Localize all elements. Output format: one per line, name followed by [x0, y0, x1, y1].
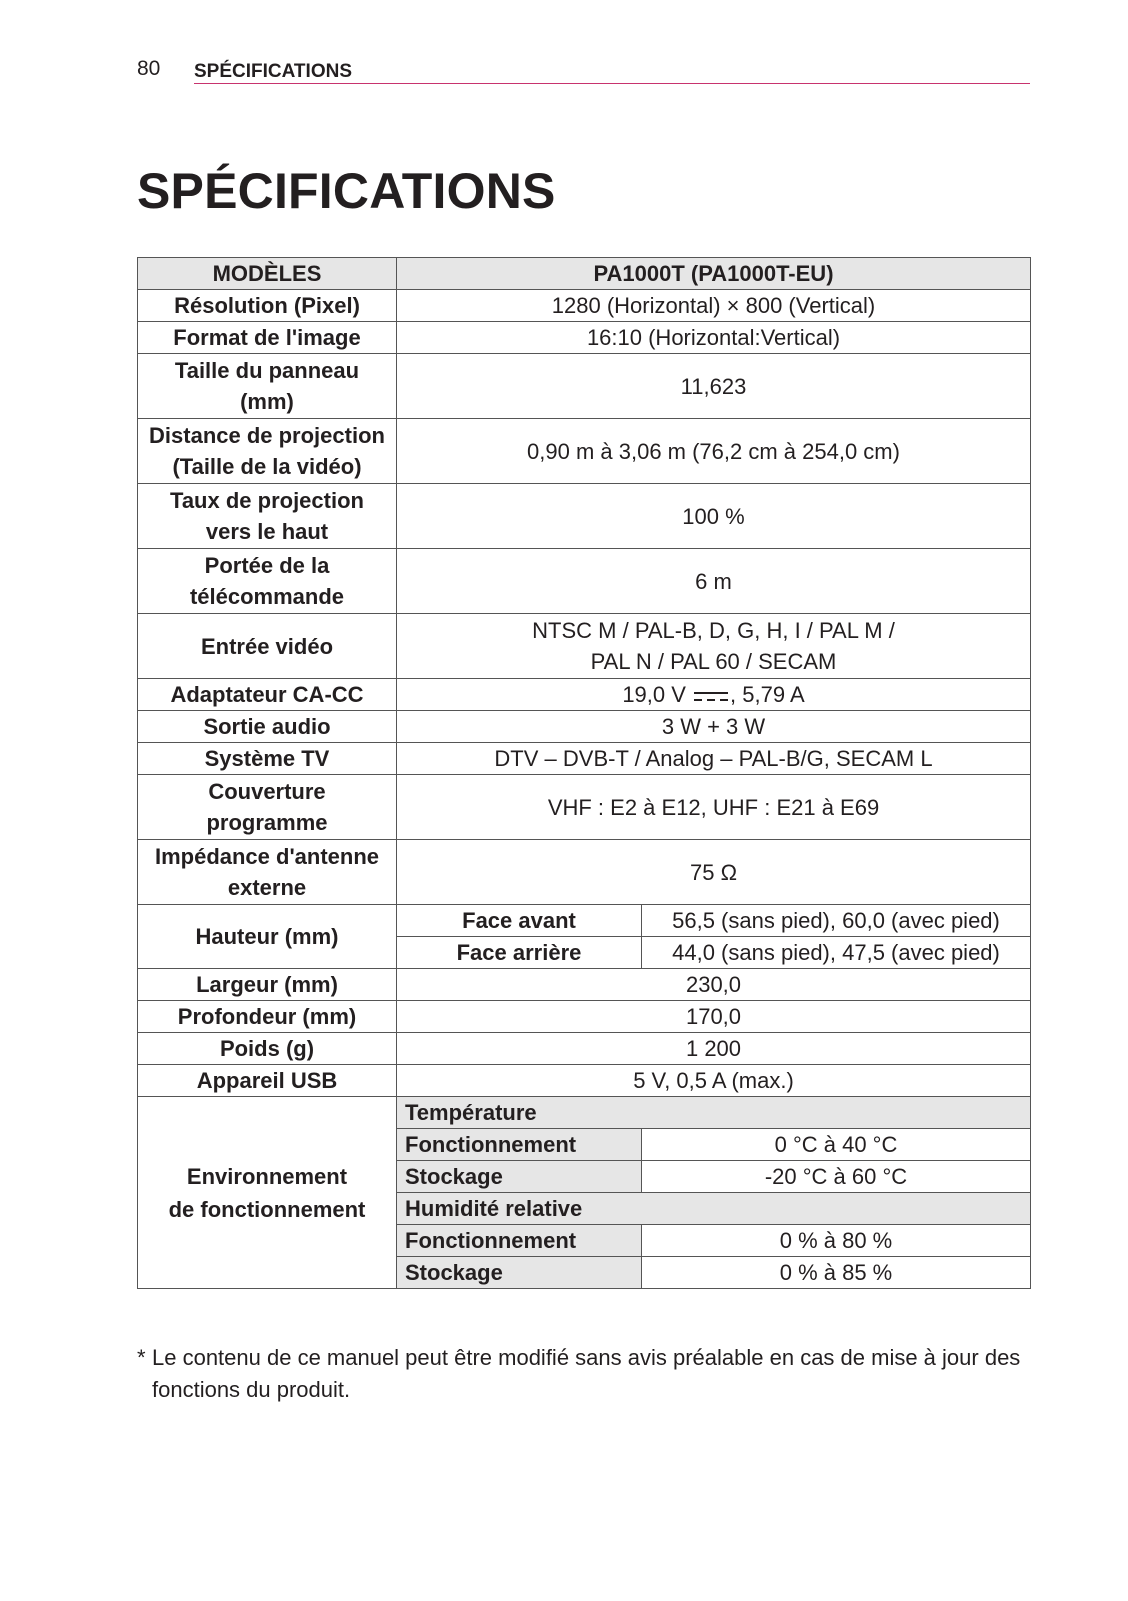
row-value-audio: 3 W + 3 W	[397, 711, 1031, 743]
table-row	[138, 1065, 1031, 1097]
row-value-distance: 0,90 m à 3,06 m (76,2 cm à 254,0 cm)	[397, 419, 1031, 484]
row-label-environment	[138, 1097, 397, 1289]
row-label-coverage	[138, 775, 397, 840]
row-label-distance-line-2: (Taille de la vidéo)	[172, 454, 362, 479]
row-label-antenna	[138, 840, 397, 905]
row-value-panel: 11,623	[397, 354, 1031, 419]
height-rear-label: Face arrière	[397, 937, 642, 969]
header-rule	[194, 83, 1030, 84]
table-row	[138, 711, 1031, 743]
table-row	[138, 419, 1031, 484]
row-label-environment-line-2: de fonctionnement	[168, 1196, 366, 1222]
humidity-header: Humidité relative	[397, 1193, 1031, 1225]
row-value-coverage: VHF : E2 à E12, UHF : E21 à E69	[397, 775, 1031, 840]
table-row	[138, 743, 1031, 775]
footnote-marker: *	[137, 1345, 146, 1370]
table-row	[138, 969, 1031, 1001]
row-value-tv: DTV – DVB-T / Analog – PAL-B/G, SECAM L	[397, 743, 1031, 775]
row-label-antenna-line-2: externe	[227, 875, 307, 900]
row-label-video: Entrée vidéo	[138, 614, 397, 679]
row-label-distance	[138, 419, 397, 484]
temp-storage-label: Stockage	[397, 1161, 642, 1193]
row-label-audio: Sortie audio	[138, 711, 397, 743]
hum-operating-value: 0 % à 80 %	[642, 1225, 1031, 1257]
height-front-value: 56,5 (sans pied), 60,0 (avec pied)	[642, 905, 1031, 937]
model-name: PA1000T (PA1000T-EU)	[397, 258, 1031, 290]
row-label-tv: Système TV	[138, 743, 397, 775]
row-label-coverage-line-2: programme	[206, 810, 328, 835]
table-row	[138, 322, 1031, 354]
row-value-video	[397, 614, 1031, 679]
hum-storage-value: 0 % à 85 %	[642, 1257, 1031, 1289]
row-label-width: Largeur (mm)	[138, 969, 397, 1001]
row-value-upward: 100 %	[397, 484, 1031, 549]
row-label-depth: Profondeur (mm)	[138, 1001, 397, 1033]
page-header	[137, 57, 1030, 85]
row-value-video-line-2: PAL N / PAL 60 / SECAM	[590, 649, 837, 674]
table-row	[138, 1097, 1031, 1129]
temperature-header: Température	[397, 1097, 1031, 1129]
row-value-depth: 170,0	[397, 1001, 1031, 1033]
row-label-upward-line-2: vers le haut	[205, 519, 329, 544]
height-rear-value: 44,0 (sans pied), 47,5 (avec pied)	[642, 937, 1031, 969]
table-row	[138, 1033, 1031, 1065]
specifications-table	[137, 257, 1031, 1289]
row-label-adapter: Adaptateur CA-CC	[138, 679, 397, 711]
table-header-row	[138, 258, 1031, 290]
table-row	[138, 354, 1031, 419]
table-row	[138, 840, 1031, 905]
adapter-current: , 5,79 A	[730, 682, 805, 707]
temp-operating-label: Fonctionnement	[397, 1129, 642, 1161]
page-number: 80	[137, 57, 161, 80]
row-label-coverage-line-1: Couverture	[208, 779, 326, 804]
row-label-panel	[138, 354, 397, 419]
height-front-label: Face avant	[397, 905, 642, 937]
table-row	[138, 679, 1031, 711]
row-label-remote-line-1: Portée de la	[204, 553, 330, 578]
dc-current-icon	[693, 689, 729, 703]
hum-storage-label: Stockage	[397, 1257, 642, 1289]
row-label-usb: Appareil USB	[138, 1065, 397, 1097]
adapter-voltage: 19,0 V	[622, 682, 686, 707]
row-label-distance-line-1: Distance de projection	[149, 423, 385, 448]
table-row	[138, 290, 1031, 322]
row-value-aspect: 16:10 (Horizontal:Vertical)	[397, 322, 1031, 354]
models-label: MODÈLES	[138, 258, 397, 290]
row-label-environment-line-1: Environnement	[186, 1163, 348, 1189]
row-value-usb: 5 V, 0,5 A (max.)	[397, 1065, 1031, 1097]
row-value-antenna: 75 Ω	[397, 840, 1031, 905]
row-label-resolution: Résolution (Pixel)	[138, 290, 397, 322]
row-label-panel-line-2: (mm)	[240, 389, 294, 414]
row-value-video-line-1: NTSC M / PAL-B, D, G, H, I / PAL M /	[532, 618, 895, 643]
table-row	[138, 775, 1031, 840]
page-title: SPÉCIFICATIONS	[137, 163, 556, 219]
row-value-weight: 1 200	[397, 1033, 1031, 1065]
footnote-text: Le contenu de ce manuel peut être modifié sans avis préalable en cas de mise à jour des fonctions du produit.	[152, 1345, 1021, 1402]
row-value-adapter	[397, 679, 1031, 711]
row-label-upward	[138, 484, 397, 549]
table-row	[138, 614, 1031, 679]
row-label-upward-line-1: Taux de projection	[170, 488, 364, 513]
temp-storage-value: -20 °C à 60 °C	[642, 1161, 1031, 1193]
hum-operating-label: Fonctionnement	[397, 1225, 642, 1257]
table-row	[138, 484, 1031, 549]
row-label-height: Hauteur (mm)	[138, 905, 397, 969]
table-row	[138, 1001, 1031, 1033]
row-label-remote-line-2: télécommande	[189, 584, 345, 609]
row-label-remote	[138, 549, 397, 614]
footnote	[137, 1342, 1030, 1406]
temp-operating-value: 0 °C à 40 °C	[642, 1129, 1031, 1161]
table-row	[138, 549, 1031, 614]
row-label-aspect: Format de l'image	[138, 322, 397, 354]
row-label-panel-line-1: Taille du panneau	[174, 358, 360, 383]
row-label-antenna-line-1: Impédance d'antenne	[154, 844, 380, 869]
row-value-remote: 6 m	[397, 549, 1031, 614]
row-label-weight: Poids (g)	[138, 1033, 397, 1065]
row-value-resolution: 1280 (Horizontal) × 800 (Vertical)	[397, 290, 1031, 322]
table-row	[138, 905, 1031, 937]
row-value-width: 230,0	[397, 969, 1031, 1001]
running-title: SPÉCIFICATIONS	[194, 61, 352, 82]
